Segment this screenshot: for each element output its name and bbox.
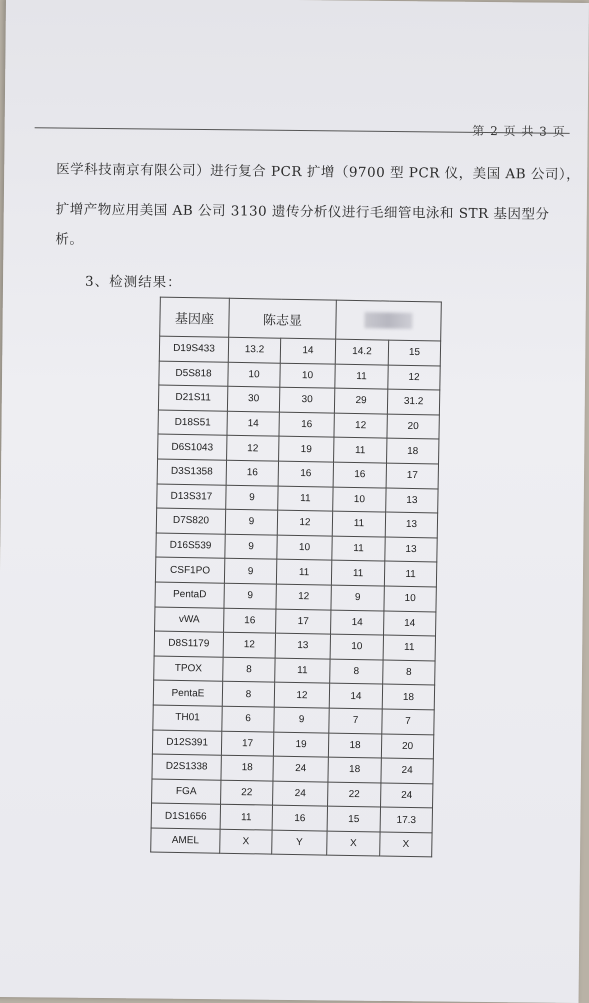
allele-cell: 9 <box>331 585 384 611</box>
allele-cell: 16 <box>226 460 278 485</box>
allele-cell: 12 <box>388 365 440 390</box>
allele-cell: 12 <box>274 682 329 708</box>
locus-cell: PentaE <box>153 680 222 706</box>
allele-cell: 14 <box>329 683 382 709</box>
allele-cell: 12 <box>276 584 331 610</box>
allele-cell: 11 <box>332 536 385 562</box>
allele-cell: 18 <box>328 733 381 759</box>
allele-cell: 18 <box>328 757 381 783</box>
allele-cell: 9 <box>274 707 329 733</box>
allele-cell: 11 <box>331 560 384 586</box>
allele-cell: 19 <box>279 437 334 463</box>
allele-cell: 11 <box>335 364 388 390</box>
header-locus: 基因座 <box>160 297 230 337</box>
locus-cell: D8S1179 <box>154 631 223 657</box>
locus-cell: AMEL <box>151 828 220 854</box>
allele-cell: 12 <box>277 510 332 536</box>
allele-cell: 9 <box>224 583 276 608</box>
allele-cell: X <box>220 829 272 854</box>
locus-cell: D18S51 <box>158 410 227 436</box>
locus-cell: PentaD <box>155 582 224 608</box>
allele-cell: 22 <box>328 782 381 808</box>
allele-cell: 12 <box>227 436 279 461</box>
locus-cell: CSF1PO <box>155 557 224 583</box>
allele-cell: 18 <box>387 438 439 463</box>
locus-cell: D16S539 <box>156 533 225 559</box>
allele-cell: 9 <box>225 534 277 559</box>
locus-cell: D5S818 <box>159 361 228 387</box>
locus-cell: TH01 <box>153 705 222 731</box>
allele-cell: 11 <box>278 486 333 512</box>
locus-cell: D13S317 <box>157 484 226 510</box>
locus-cell: D7S820 <box>156 508 225 534</box>
allele-cell: 9 <box>226 485 278 510</box>
header-person-2-redacted <box>336 300 442 341</box>
locus-cell: D2S1338 <box>152 754 221 780</box>
allele-cell: X <box>380 832 432 857</box>
allele-cell: 24 <box>273 756 328 782</box>
body-text-line-3: 析。 <box>55 231 84 248</box>
allele-cell: 20 <box>381 734 433 759</box>
locus-cell: D19S433 <box>159 336 228 362</box>
table-body <box>151 336 441 857</box>
allele-cell: 9 <box>225 509 277 534</box>
allele-cell: 29 <box>334 388 387 414</box>
allele-cell: 13 <box>385 512 437 537</box>
allele-cell: 13 <box>275 633 330 659</box>
allele-cell: 31.2 <box>387 389 439 414</box>
allele-cell: 10 <box>333 487 386 513</box>
locus-cell: TPOX <box>154 656 223 682</box>
allele-cell: 8 <box>222 682 274 707</box>
allele-cell: 30 <box>227 386 279 411</box>
allele-cell: 24 <box>381 783 433 808</box>
allele-cell: 11 <box>276 559 331 585</box>
allele-cell: 15 <box>327 806 380 832</box>
allele-cell: 24 <box>273 781 328 807</box>
allele-cell: 14 <box>384 611 436 636</box>
allele-cell: 14 <box>280 338 335 364</box>
allele-cell: 19 <box>273 732 328 758</box>
allele-cell: 8 <box>330 659 383 685</box>
locus-cell: D12S391 <box>152 730 221 756</box>
allele-cell: 14.2 <box>335 339 388 365</box>
str-result-table <box>150 297 442 858</box>
allele-cell: 17 <box>221 731 273 756</box>
allele-cell: 17 <box>386 463 438 488</box>
allele-cell: 10 <box>277 535 332 561</box>
allele-cell: 17 <box>276 609 331 635</box>
allele-cell: 7 <box>329 708 382 734</box>
locus-cell: D21S11 <box>158 385 227 411</box>
table-header-row <box>160 297 442 341</box>
locus-cell: D1S1656 <box>151 803 220 829</box>
allele-cell: 22 <box>221 780 273 805</box>
allele-cell: 6 <box>222 706 274 731</box>
allele-cell: 11 <box>383 635 435 660</box>
allele-cell: 20 <box>387 414 439 439</box>
allele-cell: 13 <box>385 537 437 562</box>
body-text-line-2: 扩增产物应用美国 AB 公司 3130 遗传分析仪进行毛细管电泳和 STR 基因型分 <box>55 201 550 223</box>
allele-cell: 24 <box>381 758 433 783</box>
allele-cell: 16 <box>224 608 276 633</box>
allele-cell: 11 <box>334 438 387 464</box>
allele-cell: 16 <box>272 805 327 831</box>
allele-cell: 13.2 <box>228 337 280 362</box>
allele-cell: 13 <box>386 488 438 513</box>
allele-cell: 9 <box>224 559 276 584</box>
allele-cell: 10 <box>330 634 383 660</box>
allele-cell: 11 <box>384 561 436 586</box>
locus-cell: vWA <box>155 607 224 633</box>
allele-cell: 15 <box>388 340 440 365</box>
allele-cell: 11 <box>275 658 330 684</box>
header-person-1: 陈志显 <box>229 298 337 339</box>
page-number: 第 2 页 共 3 页 <box>472 123 566 139</box>
allele-cell: 11 <box>332 511 385 537</box>
allele-cell: X <box>327 831 380 857</box>
locus-cell: FGA <box>152 779 221 805</box>
allele-cell: 7 <box>382 709 434 734</box>
allele-cell: 12 <box>223 632 275 657</box>
redaction-blur <box>364 312 412 329</box>
allele-cell: 10 <box>228 362 280 387</box>
allele-cell: 16 <box>278 461 333 487</box>
allele-cell: 10 <box>280 363 335 389</box>
allele-cell: 8 <box>383 660 435 685</box>
allele-cell: 14 <box>227 411 279 436</box>
body-text-line-1: 医学科技南京有限公司）进行复合 PCR 扩增（9700 型 PCR 仪，美国 AB 公司）， <box>56 161 581 183</box>
table-row <box>151 828 432 857</box>
allele-cell: 8 <box>223 657 275 682</box>
allele-cell: 11 <box>220 804 272 829</box>
allele-cell: 16 <box>333 462 386 488</box>
allele-cell: 18 <box>382 684 434 709</box>
allele-cell: 18 <box>221 755 273 780</box>
locus-cell: D3S1358 <box>157 459 226 485</box>
allele-cell: 16 <box>279 412 334 438</box>
allele-cell: 14 <box>331 610 384 636</box>
allele-cell: 30 <box>279 387 334 413</box>
allele-cell: 17.3 <box>380 807 432 832</box>
allele-cell: 12 <box>334 413 387 439</box>
section-heading: 3、检测结果： <box>84 273 182 291</box>
allele-cell: 10 <box>384 586 436 611</box>
locus-cell: D6S1043 <box>158 434 227 460</box>
allele-cell: Y <box>272 830 327 856</box>
